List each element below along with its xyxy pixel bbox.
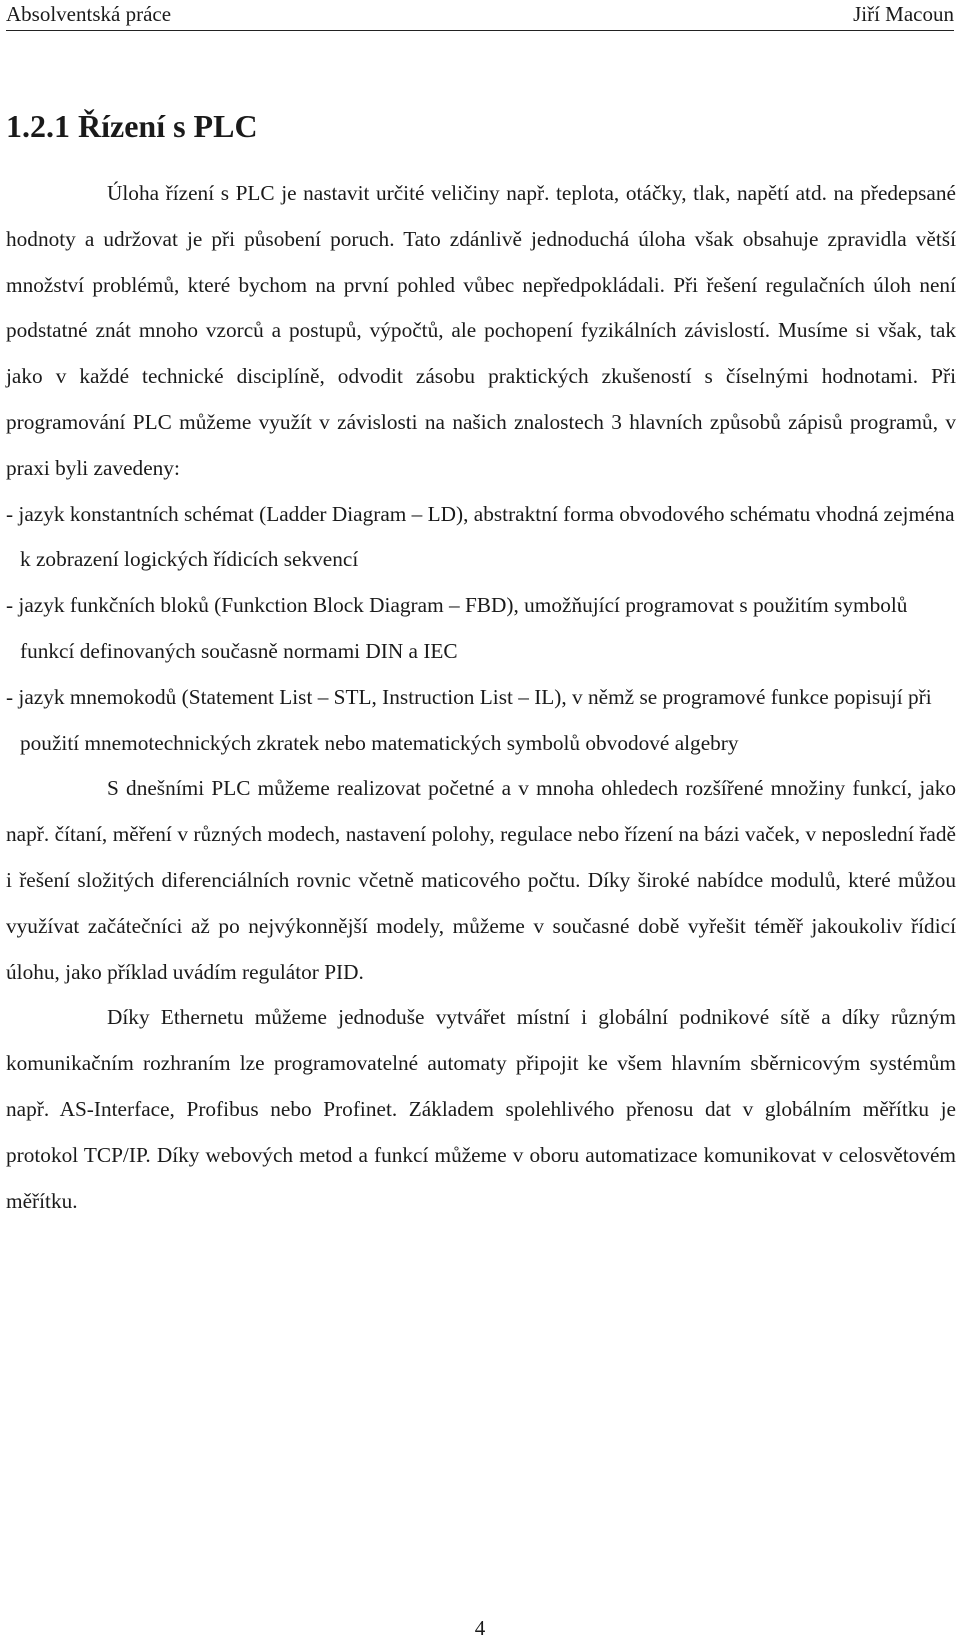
list-item-ld: - jazyk konstantních schémat (Ladder Diagram – LD), abstraktní forma obvodového schématu vhodná zejména k zobrazení logických řídicích sekvencí (6, 501, 955, 572)
header-document-type: Absolventská práce (6, 2, 172, 26)
paragraph-ethernet: Díky Ethernetu můžeme jednoduše vytvářet místní i globální podnikové sítě a díky různým komunikačním rozhraním lze programovatelné automaty připojit ke všem hlavním sběrnicovým systémům např. AS-Interface, Profibus nebo Profinet. Základem spolehlivého přenosu dat v globálním měřítku je protokol TCP/IP. Díky webových metod a funkcí můžeme v oboru automatizace komunikovat v celosvětovém měřítku. (6, 1005, 956, 1213)
page-number: 4 (474, 1616, 486, 1640)
document-body (6, 171, 956, 1224)
list-item-fbd: - jazyk funkčních bloků (Funkction Block Diagram – FBD), umožňující programovat s použitím symbolů funkcí definovaných současně normami DIN a IEC (6, 593, 908, 663)
paragraph-capabilities: S dnešními PLC můžeme realizovat početné a v mnoha ohledech rozšířené množiny funkcí, jako např. čítaní, měření v různých modech, nastavení polohy, regulace nebo řízení na bázi vaček, v neposlední řadě i řešení složitých diferenciálních rovnic včetně maticového počtu. Díky široké nabídce modulů, které můžou využívat začátečníci až po nejvýkonnější modely, můžeme v současné době vyřešit téměř jakoukoliv řídicí úlohu, jako příklad uvádím regulátor PID. (6, 776, 956, 984)
section-heading: 1.2.1 Řízení s PLC (6, 108, 258, 144)
paragraph-intro: Úloha řízení s PLC je nastavit určité veličiny např. teplota, otáčky, tlak, napětí atd. na předepsané hodnoty a udržovat je při působení poruch. Tato zdánlivě jednoduchá úloha však obsahuje zpravidla větší množství problémů, které bychom na první pohled vůbec nepředpokládali. Při řešení regulačních úloh není podstatné znát mnoho vzorců a postupů, výpočtů, ale pochopení fyzikálních závislostí. Musíme si však, tak jako v každé technické disciplíně, odvodit zásobu praktických zkušeností s číselnými hodnotami. Při programování PLC můžeme využít v závislosti na našich znalostech 3 hlavních způsobů zápisů programů, v praxi byli zavedeny: (6, 181, 956, 480)
list-item-stl: - jazyk mnemokodů (Statement List – STL, Instruction List – IL), v němž se programové funkce popisují při použití mnemotechnických zkratek nebo matematických symbolů obvodové algebry (6, 684, 932, 755)
page-header (6, 0, 954, 31)
header-author: Jiří Macoun (853, 2, 954, 26)
